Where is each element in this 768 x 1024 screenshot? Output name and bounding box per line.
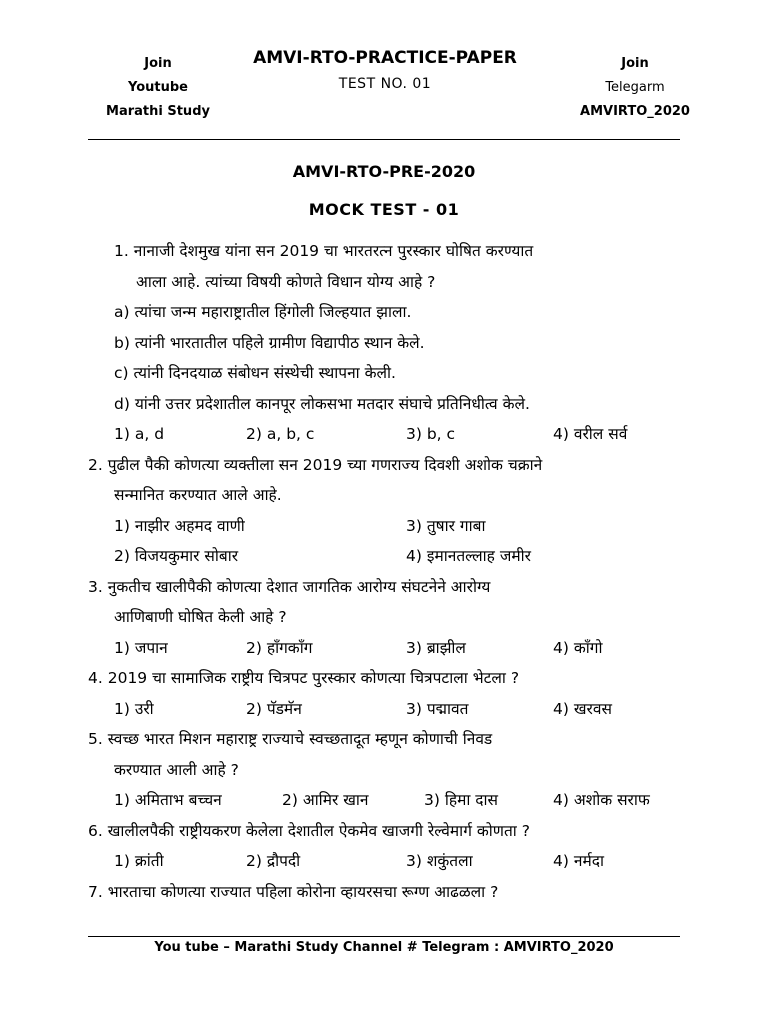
question-text: 5. स्वच्छ भारत मिशन महाराष्ट्र राज्याचे स्वच्छतादूत म्हणून कोणाची निवड <box>88 730 493 748</box>
option: 1) क्रांती <box>114 852 164 870</box>
footer-divider <box>88 936 680 937</box>
main-title: AMVI-RTO-PRE-2020 <box>292 162 476 181</box>
option: 3) b, c <box>406 425 456 443</box>
header-right-line-2: Telegarm <box>605 80 665 95</box>
option: 2) आमिर खान <box>282 791 369 809</box>
footer-text: You tube – Marathi Study Channel # Telegram : AMVIRTO_2020 <box>154 940 614 955</box>
statement: a) त्यांचा जन्म महाराष्ट्रातील हिंगोली जिल्हयात झाला. <box>114 303 412 321</box>
options-row <box>88 785 688 816</box>
option: 1) उरी <box>114 699 154 718</box>
option: 4) खरवस <box>553 699 612 718</box>
option: 2) द्रौपदी <box>246 852 301 870</box>
header-left-block <box>88 52 228 124</box>
statement: b) त्यांनी भारतातील पहिले ग्रामीण विद्यापीठ स्थान केले. <box>114 333 425 352</box>
option: 3) शकुंतला <box>406 852 473 870</box>
option: 1) जपान <box>114 638 168 657</box>
header-right-line-1: Join <box>621 56 649 71</box>
option: 2) हाँगकाँग <box>246 638 313 657</box>
statement: c) त्यांनी दिनदयाळ संबोधन संस्थेची स्थापना केली. <box>114 364 396 382</box>
question-text: 1. नानाजी देशमुख यांना सन 2019 चा भारतरत्न पुरस्कार घोषित करण्यात <box>114 242 534 260</box>
options-row <box>88 633 688 664</box>
mock-test-title: MOCK TEST - 01 <box>308 200 460 219</box>
header-divider <box>88 139 680 140</box>
question-text: सन्मानित करण्यात आले आहे. <box>114 486 282 504</box>
header-test-number: TEST NO. 01 <box>338 76 432 92</box>
question-text: 7. भारताचा कोणत्या राज्यात पहिला कोरोना व्हायरसचा रूग्ण आढळला ? <box>88 882 499 901</box>
option: 4) नर्मदा <box>553 852 604 870</box>
option: 1) नाझीर अहमद वाणी <box>114 516 245 535</box>
option: 1) a, d <box>114 425 165 443</box>
header-left-line-2: Youtube <box>128 80 188 95</box>
question-text: 2. पुढील पैकी कोणत्या व्यक्तीला सन 2019 च्या गणराज्य दिवशी अशोक चक्राने <box>88 455 543 474</box>
question-text: 3. नुकतीच खालीपैकी कोणत्या देशात जागतिक आरोग्य संघटनेने आरोग्य <box>88 577 491 596</box>
header-left-line-3: Marathi Study <box>106 104 210 119</box>
option: 3) पद्मावत <box>406 699 469 718</box>
option: 3) हिमा दास <box>424 791 499 809</box>
options-row <box>88 694 688 725</box>
option: 2) पॅडमॅन <box>246 699 302 718</box>
options-row <box>88 419 688 450</box>
options-row <box>88 511 688 542</box>
question-text: 4. 2019 चा सामाजिक राष्ट्रीय चित्रपट पुरस्कार कोणत्या चित्रपटाला भेटला ? <box>88 669 520 687</box>
statement: d) यांनी उत्तर प्रदेशातील कानपूर लोकसभा मतदार संघाचे प्रतिनिधीत्व केले. <box>114 394 530 413</box>
question-text: आणिबाणी घोषित केली आहे ? <box>114 608 287 626</box>
option: 4) काँगो <box>553 638 603 657</box>
question-list <box>88 236 688 907</box>
options-row <box>88 846 688 877</box>
question-text: 6. खालीलपैकी राष्ट्रीयकरण केलेला देशातील ऐकमेव खाजगी रेल्वेमार्ग कोणता ? <box>88 821 530 840</box>
option: 3) तुषार गाबा <box>406 516 486 535</box>
header-title: AMVI-RTO-PRACTICE-PAPER <box>253 48 517 68</box>
option: 1) अमिताभ बच्चन <box>114 791 222 809</box>
question-text: आला आहे. त्यांच्या विषयी कोणते विधान योग्य आहे ? <box>136 272 436 291</box>
option: 4) वरील सर्व <box>553 425 628 443</box>
header-left-line-1: Join <box>144 56 172 71</box>
option: 2) विजयकुमार सोबार <box>114 547 239 565</box>
option: 4) इमानतल्लाह जमीर <box>406 547 531 565</box>
option: 2) a, b, c <box>246 425 315 443</box>
options-row <box>88 541 688 572</box>
option: 4) अशोक सराफ <box>553 791 650 809</box>
question-text: करण्यात आली आहे ? <box>114 760 239 779</box>
header-right-line-3: AMVIRTO_2020 <box>580 104 690 119</box>
header-right-block <box>565 52 705 124</box>
option: 3) ब्राझील <box>406 638 466 657</box>
